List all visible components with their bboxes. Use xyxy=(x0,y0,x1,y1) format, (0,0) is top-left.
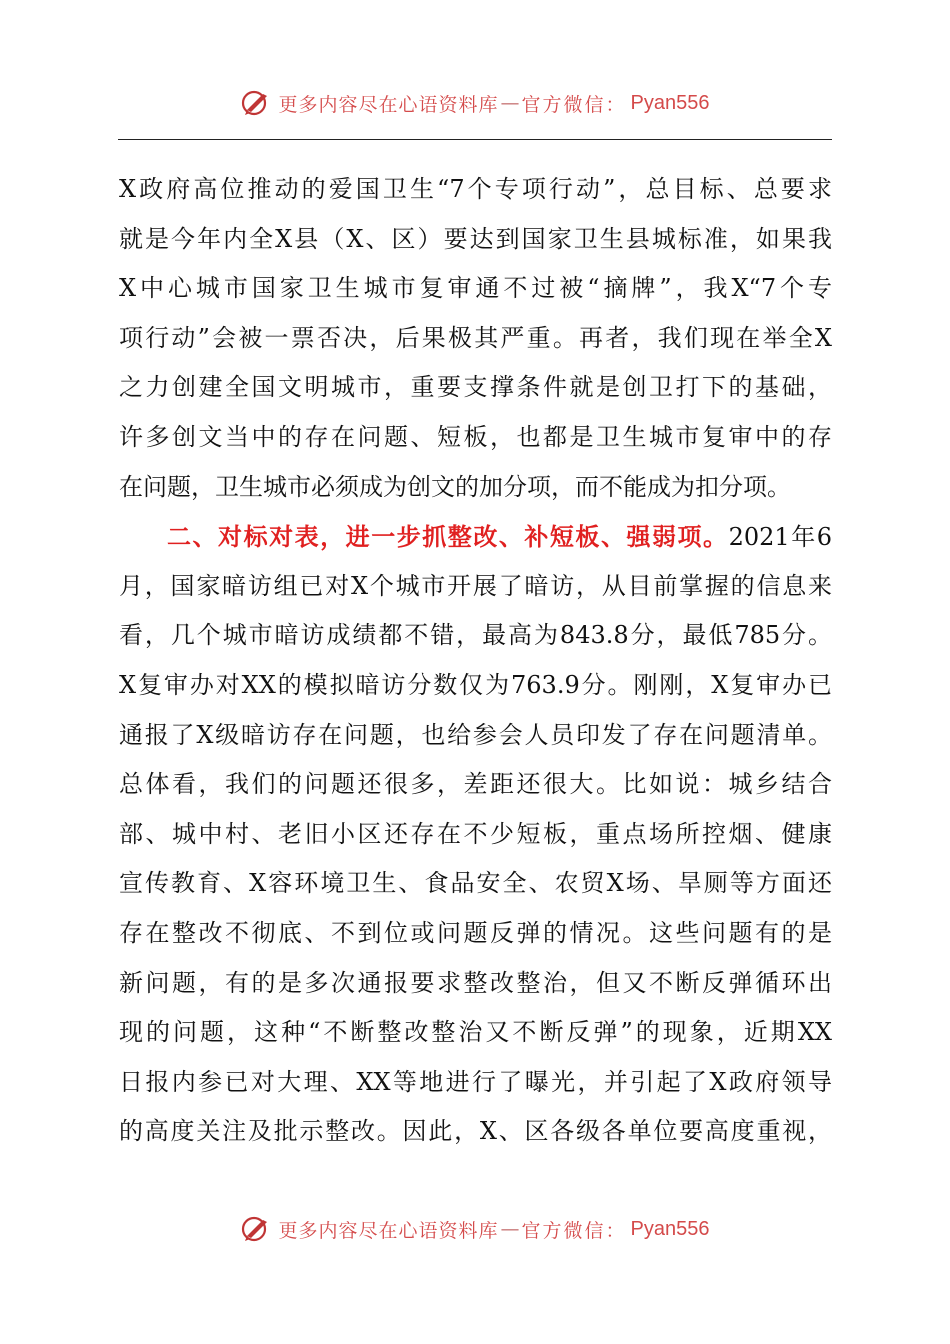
paragraph-line: 现的问题，这种“不断整改整治又不断反弹”的现象，近期XX xyxy=(119,1018,832,1047)
pen-logo-icon xyxy=(241,1214,271,1244)
section-heading: 二、对标对表，进一步抓整改、补短板、强弱项。 xyxy=(167,522,729,552)
page-footer xyxy=(0,1212,950,1246)
paragraph-line: 在问题，卫生城市必须成为创文的加分项，而不能成为扣分项。 xyxy=(119,472,791,501)
paragraph-line: 部、城中村、老旧小区还存在不少短板，重点场所控烟、健康 xyxy=(119,819,832,848)
paragraph-line: 看，几个城市暗访成绩都不错，最高为843.8分，最低785分。 xyxy=(119,621,832,650)
paragraph-line: 的高度关注及批示整改。因此，X、区各级各单位要高度重视， xyxy=(119,1117,832,1146)
header-brand: 更多内容尽在心语资料库 xyxy=(278,93,499,116)
paragraph-line: 许多创文当中的存在问题、短板，也都是卫生城市复审中的存 xyxy=(119,422,832,451)
paragraph-line: 日报内参已对大理、XX等地进行了曝光，并引起了X政府领导 xyxy=(119,1067,832,1096)
paragraph-line: 项行动”会被一票否决，后果极其严重。再者，我们现在举全X xyxy=(119,323,832,352)
header-dash: — xyxy=(500,92,520,114)
header-divider xyxy=(118,139,832,140)
page-header xyxy=(0,86,950,120)
document-body xyxy=(119,165,832,1157)
footer-dash: — xyxy=(500,1218,520,1240)
paragraph-line: X复审办对XX的模拟暗访分数仅为763.9分。刚刚，X复审办已 xyxy=(119,670,832,699)
paragraph-line: 总体看，我们的问题还很多，差距还很大。比如说：城乡结合 xyxy=(119,770,832,799)
header-wechat-id: Pyan556 xyxy=(630,91,710,114)
footer-brand: 更多内容尽在心语资料库 xyxy=(278,1219,499,1242)
header-wechat-label: 官方微信： xyxy=(521,93,627,116)
paragraph-line: 存在整改不彻底、不到位或问题反弹的情况。这些问题有的是 xyxy=(119,918,832,947)
section-first-line-rest: 2021年6 xyxy=(728,523,832,552)
paragraph-line: 通报了X级暗访存在问题，也给参会人员印发了存在问题清单。 xyxy=(119,720,832,749)
paragraph-line: 月，国家暗访组已对X个城市开展了暗访，从目前掌握的信息来 xyxy=(119,571,832,600)
paragraph-line: 就是今年内全X县（X、区）要达到国家卫生县城标准，如果我 xyxy=(119,224,832,253)
paragraph-line: 新问题，有的是多次通报要求整改整治，但又不断反弹循环出 xyxy=(119,968,832,997)
section-heading-line xyxy=(119,512,832,562)
paragraph-line: X中心城市国家卫生城市复审通不过被“摘牌”，我X“7个专 xyxy=(119,274,832,303)
paragraph-line: X政府高位推动的爱国卫生“7个专项行动”，总目标、总要求 xyxy=(119,175,832,203)
pen-logo-icon xyxy=(241,88,271,118)
paragraph-line: 之力创建全国文明城市，重要支撑条件就是创卫打下的基础， xyxy=(119,373,832,402)
footer-wechat-label: 官方微信： xyxy=(521,1219,627,1242)
footer-wechat-id: Pyan556 xyxy=(630,1217,710,1240)
paragraph-line: 宣传教育、X容环境卫生、食品安全、农贸X场、旱厕等方面还 xyxy=(119,869,832,898)
